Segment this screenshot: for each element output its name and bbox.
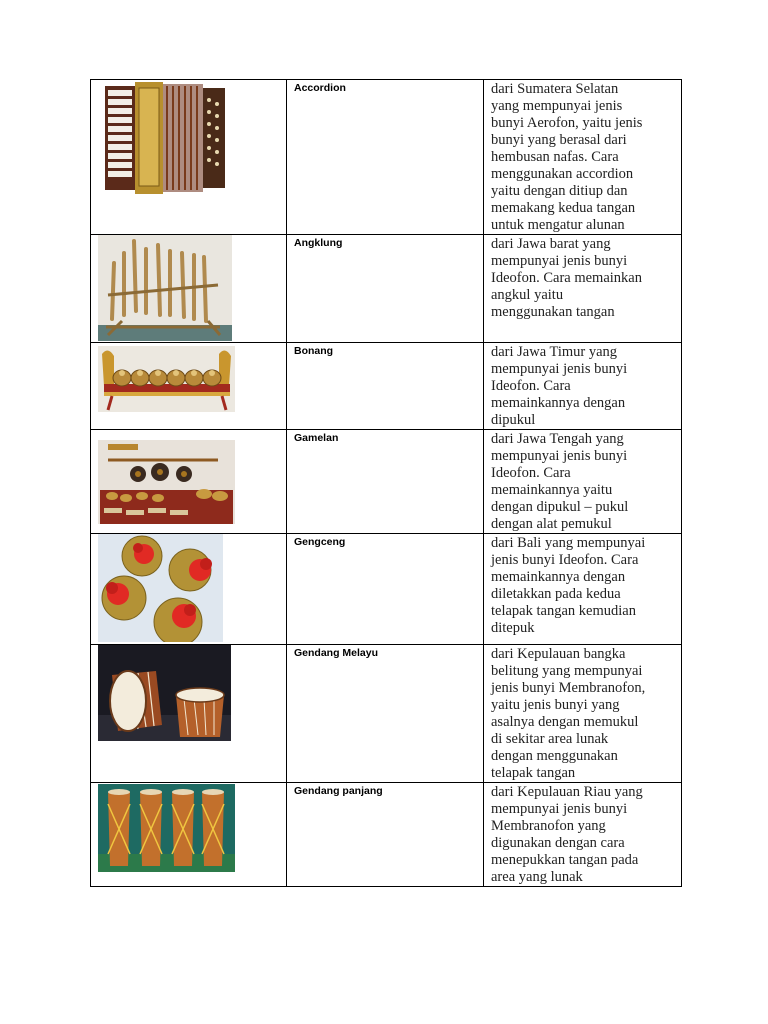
- description-cell: [484, 430, 682, 534]
- description-cell: [484, 645, 682, 783]
- instrument-name: Gendang panjang: [294, 785, 383, 797]
- bonang-image: [98, 346, 286, 412]
- image-cell: [91, 783, 287, 887]
- instrument-description: dari Kepulauan Riau yang mempunyai jenis bunyi Membranofon yang digunakan dengan cara menepukkan tangan pada area yang lunak: [491, 784, 643, 885]
- instrument-name: Gengceng: [294, 536, 346, 548]
- description-cell: [484, 80, 682, 235]
- instrument-description: dari Kepulauan bangka belitung yang mempunyai jenis bunyi Membranofon, yaitu jenis bunyi yang asalnya dengan memukul di sekitar area lunak dengan menggunakan telapak tangan: [491, 646, 646, 781]
- instrument-name: Accordion: [294, 82, 346, 94]
- instrument-table: [90, 79, 682, 887]
- description-cell: [484, 343, 682, 430]
- description-cell: [484, 534, 682, 645]
- name-cell: [287, 645, 484, 783]
- name-cell: [287, 235, 484, 343]
- image-cell: [91, 235, 287, 343]
- instrument-description: dari Jawa Tengah yang mempunyai jenis bunyi Ideofon. Cara memainkannya yaitu dengan dipukul – pukul dengan alat pemukul: [491, 431, 629, 532]
- description-cell: [484, 783, 682, 887]
- table-row: [91, 430, 682, 534]
- gendang-melayu-image: [98, 645, 286, 741]
- table-row: [91, 783, 682, 887]
- image-cell: [91, 343, 287, 430]
- name-cell: [287, 783, 484, 887]
- table-row: [91, 80, 682, 235]
- table-row: [91, 534, 682, 645]
- name-cell: [287, 80, 484, 235]
- angklung-image: [98, 235, 286, 341]
- instrument-description: dari Jawa Timur yang mempunyai jenis bunyi Ideofon. Cara memainkannya dengan dipukul: [491, 344, 628, 428]
- instrument-name: Gendang Melayu: [294, 647, 379, 659]
- gamelan-image: [98, 440, 286, 524]
- name-cell: [287, 534, 484, 645]
- instrument-description: dari Jawa barat yang mempunyai jenis bunyi Ideofon. Cara memainkan angkul yaitu menggunakan tangan: [491, 236, 642, 320]
- image-cell: [91, 430, 287, 534]
- table-row: [91, 645, 682, 783]
- image-cell: [91, 80, 287, 235]
- table-row: [91, 235, 682, 343]
- instrument-name: Bonang: [294, 345, 334, 357]
- gendang-panjang-image: [98, 784, 286, 872]
- instrument-description: dari Bali yang mempunyai jenis bunyi Ideofon. Cara memainkannya dengan diletakkan pada kedua telapak tangan kemudian ditepuk: [491, 535, 646, 636]
- image-cell: [91, 534, 287, 645]
- image-cell: [91, 645, 287, 783]
- instrument-description: dari Sumatera Selatan yang mempunyai jenis bunyi Aerofon, yaitu jenis bunyi yang berasal dari hembusan nafas. Cara menggunakan accordion yaitu dengan ditiup dan memakang kedua tangan untuk mengatur alunan: [491, 81, 643, 233]
- instrument-name: Gamelan: [294, 432, 339, 444]
- gengceng-image: [98, 534, 286, 642]
- name-cell: [287, 430, 484, 534]
- table-row: [91, 343, 682, 430]
- name-cell: [287, 343, 484, 430]
- accordion-image: [97, 80, 286, 196]
- instrument-name: Angklung: [294, 237, 343, 249]
- description-cell: [484, 235, 682, 343]
